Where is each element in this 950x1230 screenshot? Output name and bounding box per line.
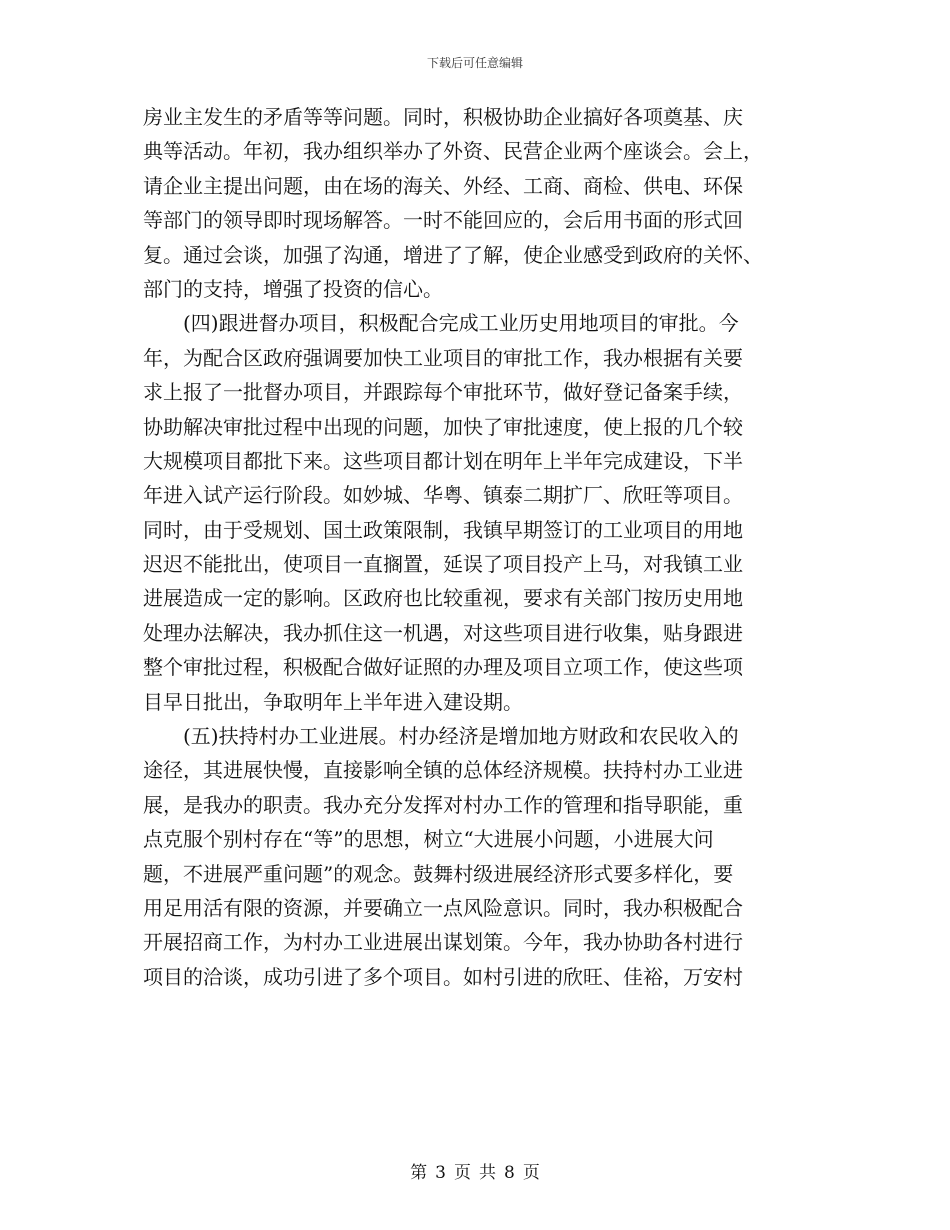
text-line: 途径，其进展快慢，直接影响全镇的总体经济规模。扶持村办工业进 [143, 758, 743, 783]
text-line: 同时，由于受规划、国土政策限制，我镇早期签订的工业项目的用地 [143, 517, 743, 542]
text-line: 典等活动。年初，我办组织举办了外资、民营企业两个座谈会。会上， [143, 139, 763, 164]
current-page-number: 3 [435, 1163, 446, 1183]
footer-total-label: 共 [479, 1163, 496, 1183]
footer-suffix: 页 [522, 1163, 540, 1183]
text-line: 请企业主提出问题，由在场的海关、外经、工商、商检、供电、环保 [143, 173, 743, 198]
text-line: 等部门的领导即时现场解答。一时不能回应的，会后用书面的形式回 [143, 208, 743, 233]
text-line: 目早日批出，争取明年上半年进入建设期。 [143, 689, 523, 714]
body-text [143, 100, 803, 994]
text-line: (四)跟进督办项目，积极配合完成工业历史用地项目的审批。今 [183, 311, 739, 336]
text-line: 开展招商工作，为村办工业进展出谋划策。今年，我办协助各村进行 [143, 930, 743, 955]
text-line: 求上报了一批督办项目，并跟踪每个审批环节，做好登记备案手续， [143, 380, 743, 405]
total-page-number: 8 [504, 1163, 515, 1183]
text-line: 房业主发生的矛盾等等问题。同时，积极协助企业搞好各项奠基、庆 [143, 105, 743, 129]
footer-page-label: 页 [454, 1163, 471, 1183]
text-line: 题，不进展严重问题”的观念。鼓舞村级进展经济形式要多样化，要 [143, 861, 734, 886]
text-line: 大规模项目都批下来。这些项目都计划在明年上半年完成建设，下半 [143, 448, 743, 473]
text-line: (五)扶持村办工业进展。村办经济是增加地方财政和农民收入的 [183, 724, 739, 749]
text-line: 展，是我办的职责。我办充分发挥对村办工作的管理和指导职能，重 [143, 792, 743, 817]
text-line: 点克服个别村存在“等”的思想，树立“大进展小问题，小进展大问 [143, 827, 714, 852]
text-line: 用足用活有限的资源，并要确立一点风险意识。同时，我办积极配合 [143, 895, 743, 920]
text-line: 年进入试产运行阶段。如妙城、华粤、镇泰二期扩厂、欣旺等项目。 [143, 483, 743, 508]
text-line: 部门的支持，增强了投资的信心。 [143, 276, 443, 301]
text-line: 协助解决审批过程中出现的问题，加快了审批速度，使上报的几个较 [143, 414, 743, 439]
text-line: 迟迟不能批出，使项目一直搁置，延误了项目投产上马，对我镇工业 [143, 552, 743, 577]
text-line: 年，为配合区政府强调要加快工业项目的审批工作，我办根据有关要 [143, 345, 743, 370]
footer-prefix: 第 [410, 1163, 428, 1183]
text-line: 整个审批过程，积极配合做好证照的办理及项目立项工作，使这些项 [143, 655, 743, 680]
text-line: 复。通过会谈，加强了沟通，增进了了解，使企业感受到政府的关怀、 [143, 242, 763, 267]
page-footer [0, 1158, 950, 1183]
text-line: 项目的洽谈，成功引进了多个项目。如村引进的欣旺、佳裕，万安村 [143, 964, 743, 989]
text-line: 进展造成一定的影响。区政府也比较重视，要求有关部门按历史用地 [143, 586, 743, 611]
page-header: 下载后可任意编辑 [426, 56, 523, 70]
text-line: 处理办法解决，我办抓住这一机遇，对这些项目进行收集，贴身跟进 [143, 620, 743, 645]
